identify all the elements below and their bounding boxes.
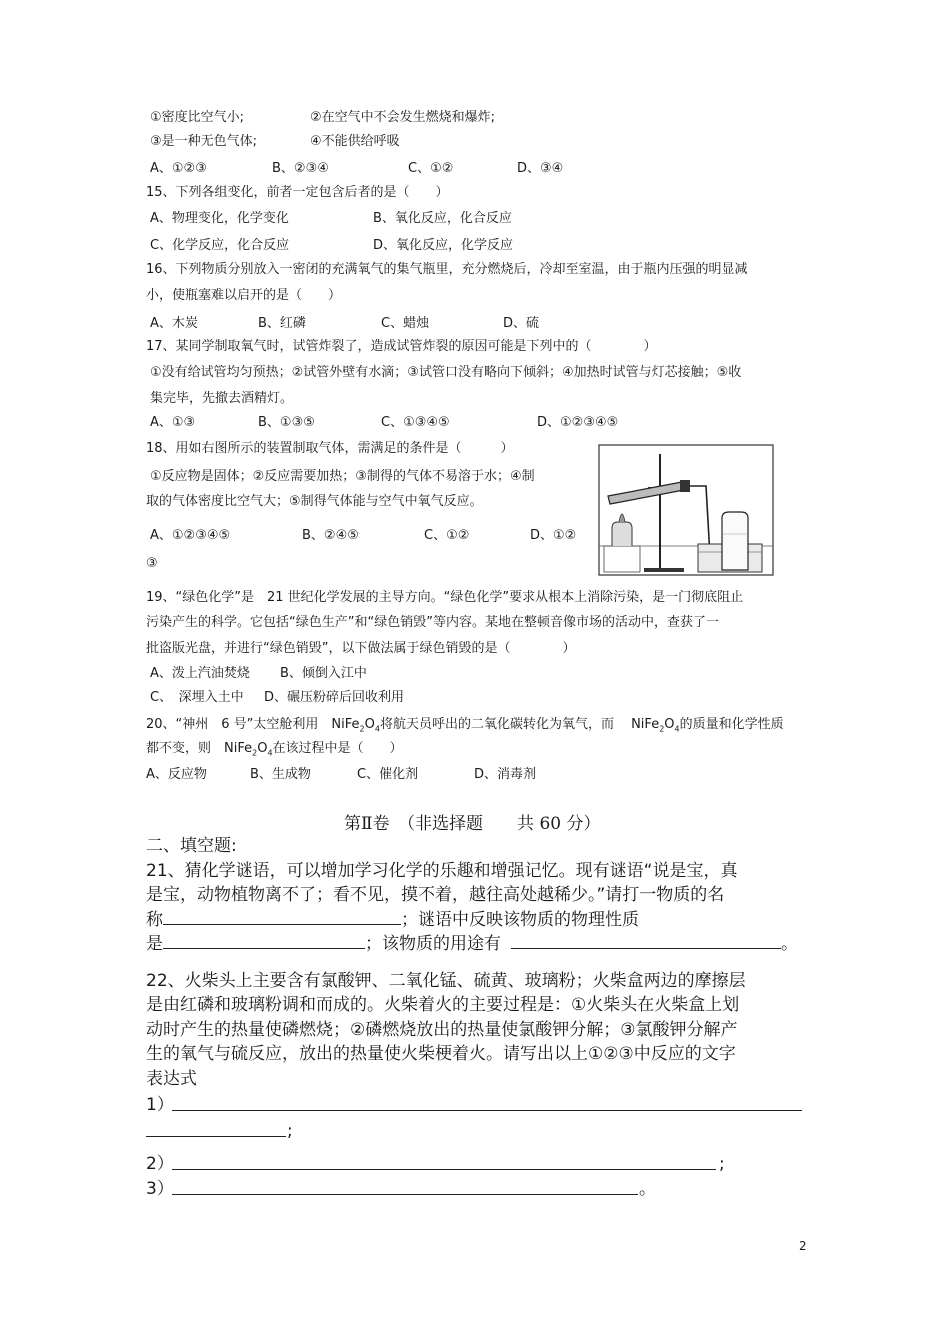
q22-answer-1-blank[interactable] [172, 1096, 802, 1111]
q20-option-b: B、生成物 [250, 767, 311, 782]
stopper [680, 480, 690, 492]
q17-option-d: D、①②③④⑤ [537, 415, 619, 430]
q21-answer-blank-property[interactable] [163, 934, 365, 949]
q17-option-a: A、①③ [150, 415, 196, 430]
q16-option-d: D、硫 [503, 316, 540, 331]
q22-answer-1-number: 1） [146, 1095, 174, 1115]
gas-collecting-bottle [722, 512, 748, 570]
q18-stem: 18、用如右图所示的装置制取气体，需满足的条件是（ ） [146, 441, 514, 456]
q19-option-d: D、碾压粉碎后回收利用 [264, 690, 405, 705]
q18-conditions-line-1: ①反应物是固体；②反应需要加热；③制得的气体不易溶于水；④制 [150, 469, 535, 484]
section-title: 第Ⅱ卷 （非选择题 共 60 分） [344, 814, 601, 834]
q22-answer-1-blank-continued[interactable] [146, 1122, 286, 1137]
q16-option-b: B、红磷 [258, 316, 306, 331]
q19-stem-line-1: 19、“绿色化学”是 21 世纪化学发展的主导方向。“绿色化学”要求从根本上消除污染，是一门彻底阻止 [146, 590, 744, 605]
q15-option-a: A、物理变化，化学变化 [150, 211, 289, 226]
q15-option-b: B、氧化反应，化合反应 [373, 211, 512, 226]
q14-statement-1: ①密度比空气小; [150, 110, 245, 125]
q14-statement-4: ④不能供给呼吸 [310, 134, 400, 149]
q19-option-c: C、 深埋入土中 [150, 690, 244, 705]
q19-stem-line-2: 污染产生的科学。它包括“绿色生产”和“绿色销毁”等内容。某地在整顿音像市场的活动中，查获了一 [146, 615, 719, 630]
q21-answer-blank-name[interactable] [163, 910, 401, 925]
q21-line-3: 称 ；谜语中反映该物质的物理性质 [146, 910, 639, 930]
q20-option-a: A、反应物 [146, 767, 207, 782]
q22-answer-2-end: ; [719, 1154, 725, 1174]
q20-option-d: D、消毒剂 [474, 767, 537, 782]
q17-option-b: B、①③⑤ [258, 415, 315, 430]
q21-answer-blank-use[interactable] [511, 934, 781, 949]
q21-line-4: 是 ；该物质的用途有 。 [146, 934, 798, 954]
q18-option-d: D、①② [530, 528, 577, 543]
q22-answer-2-blank[interactable] [172, 1155, 716, 1170]
q14-option-c: C、①② [408, 161, 454, 176]
alcohol-lamp [612, 522, 632, 546]
q22-answer-3-number: 3） [146, 1179, 174, 1199]
q19-option-a: A、泼上汽油焚烧 [150, 666, 250, 681]
iron-stand-base [644, 568, 684, 572]
q15-option-c: C、化学反应，化合反应 [150, 238, 290, 253]
q18-conditions-line-2: 取的气体密度比空气大；⑤制得气体能与空气中氧气反应。 [146, 494, 483, 509]
q17-option-c: C、①③④⑤ [381, 415, 450, 430]
q22-answer-1-end: ; [287, 1121, 293, 1141]
q22-line-4: 生的氧气与硫反应，放出的热量使火柴梗着火。请写出以上①②③中反应的文字 [146, 1044, 736, 1064]
q15-stem: 15、下列各组变化，前者一定包含后者的是（ ） [146, 185, 449, 200]
q20-stem-line-2: 都不变，则 $NiFe_2O_4$在该过程中是（ ） [146, 741, 403, 758]
q18-option-c: C、①② [424, 528, 470, 543]
q14-option-a: A、①②③ [150, 161, 207, 176]
q16-option-c: C、蜡烛 [381, 316, 430, 331]
gas-apparatus-figure [598, 444, 774, 576]
q14-statement-2: ②在空气中不会发生燃烧和爆炸; [310, 110, 496, 125]
q20-option-c: C、催化剂 [357, 767, 419, 782]
q14-statement-3: ③是一种无色气体; [150, 134, 258, 149]
page-number: 2 [799, 1239, 807, 1253]
q16-stem-line-1: 16、下列物质分别放入一密闭的充满氧气的集气瓶里，充分燃烧后，冷却至室温，由于瓶内压强的明显减 [146, 262, 748, 277]
q22-line-5: 表达式 [146, 1069, 197, 1089]
q18-option-d-continued: ③ [146, 556, 158, 571]
q22-answer-3-end: 。 [639, 1179, 656, 1199]
q19-stem-line-3: 批盗版光盘，并进行“绿色销毁”，以下做法属于绿色销毁的是（ ） [146, 641, 576, 656]
q16-option-a: A、木炭 [150, 316, 198, 331]
q14-option-b: B、②③④ [272, 161, 329, 176]
q22-line-3: 动时产生的热量使磷燃烧；②磷燃烧放出的热量使氯酸钾分解；③氯酸钾分解产 [146, 1020, 738, 1040]
q18-option-b: B、②④⑤ [302, 528, 359, 543]
q14-option-d: D、③④ [517, 161, 564, 176]
q18-option-a: A、①②③④⑤ [150, 528, 231, 543]
q21-line-1: 21、猜化学谜语，可以增加学习化学的乐趣和增强记忆。现有谜语“说是宝，真 [146, 861, 738, 881]
q17-stem: 17、某同学制取氧气时，试管炸裂了，造成试管炸裂的原因可能是下列中的（ ） [146, 339, 657, 354]
q16-stem-line-2: 小，使瓶塞难以启开的是（ ） [146, 288, 342, 303]
q19-option-b: B、倾倒入江中 [280, 666, 367, 681]
section-part-heading: 二、填空题: [146, 836, 237, 856]
q20-stem-line-1: 20、“神州 6 号”太空舱利用 $NiFe_2O_4$将航天员呼出的二氧化碳转化为氧气，而 $NiFe_2O_4$的质量和化学性质 [146, 717, 784, 734]
q22-line-1: 22、火柴头上主要含有氯酸钾、二氧化锰、硫黄、玻璃粉；火柴盒两边的摩擦层 [146, 971, 746, 991]
q21-line-2: 是宝，动物植物离不了；看不见，摸不着，越往高处越稀少。”请打一物质的名 [146, 885, 725, 905]
q15-option-d: D、氧化反应，化学反应 [373, 238, 514, 253]
q17-reasons-line-2: 集完毕，先撤去酒精灯。 [150, 391, 294, 406]
q22-answer-2-number: 2） [146, 1154, 174, 1174]
q17-reasons-line-1: ①没有给试管均匀预热；②试管外壁有水滴；③试管口没有略向下倾斜；④加热时试管与灯芯接触；⑤收 [150, 365, 742, 380]
q22-line-2: 是由红磷和玻璃粉调和而成的。火柴着火的主要过程是：①火柴头在火柴盒上划 [146, 995, 740, 1015]
q22-answer-3-blank[interactable] [172, 1180, 638, 1195]
